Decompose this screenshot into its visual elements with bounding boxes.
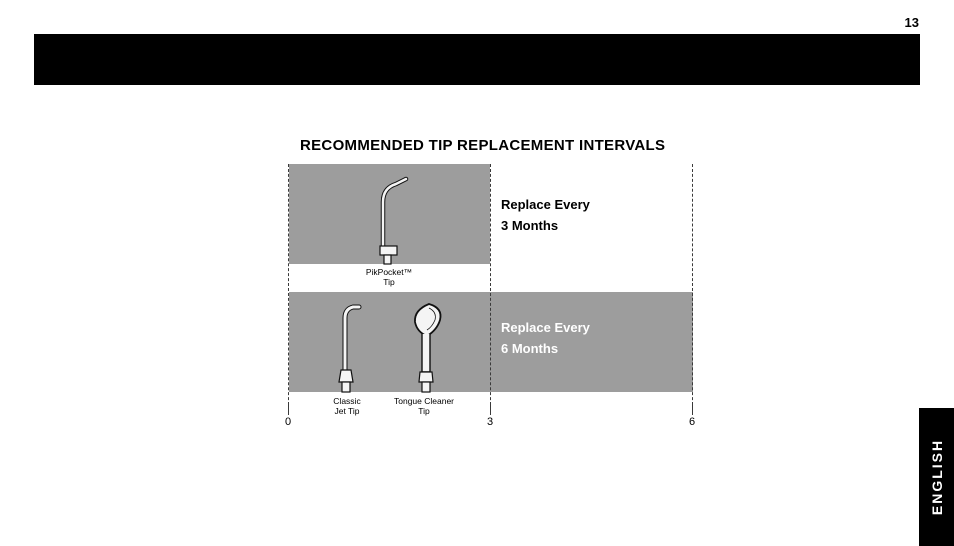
guide-line-6 [692, 164, 693, 415]
language-tab [919, 408, 954, 546]
replace-every-3-months [501, 194, 590, 236]
guide-line-0 [288, 164, 289, 415]
guide-line-3 [490, 164, 491, 415]
pikpocket-tip-label [366, 267, 412, 287]
axis-tick-3 [490, 402, 491, 412]
header-bar [34, 34, 920, 85]
tongue-cleaner-tip-icon [409, 300, 445, 394]
axis-label-3: 3 [486, 416, 494, 428]
classic-jet-tip-icon [333, 304, 363, 394]
tip-label-line: Tip [383, 277, 395, 287]
replace-months-row2: 6 Months [501, 341, 559, 356]
tip-label-line: PikPocket™ [365, 267, 413, 277]
chart-title: RECOMMENDED TIP REPLACEMENT INTERVALS [300, 137, 666, 154]
tip-label-line: Classic [333, 396, 361, 406]
replace-label-row1: Replace Every [501, 197, 590, 212]
language-tab-label: ENGLISH [928, 438, 945, 516]
replace-months-row1: 3 Months [501, 218, 559, 233]
replace-every-6-months [501, 317, 590, 359]
axis-label-0: 0 [284, 416, 292, 428]
axis-tick-6 [692, 402, 693, 412]
tongue-cleaner-tip-label [394, 396, 454, 416]
tip-label-line: Tongue Cleaner [393, 396, 455, 406]
axis-tick-0 [288, 402, 289, 412]
axis-label-6: 6 [688, 416, 696, 428]
pikpocket-tip-icon [370, 176, 410, 266]
replace-label-row2: Replace Every [501, 320, 590, 335]
tip-label-line: Tip [418, 406, 430, 416]
tip-label-line: Jet Tip [334, 406, 360, 416]
classic-jet-tip-label [333, 396, 360, 416]
page-number: 13 [904, 15, 919, 30]
